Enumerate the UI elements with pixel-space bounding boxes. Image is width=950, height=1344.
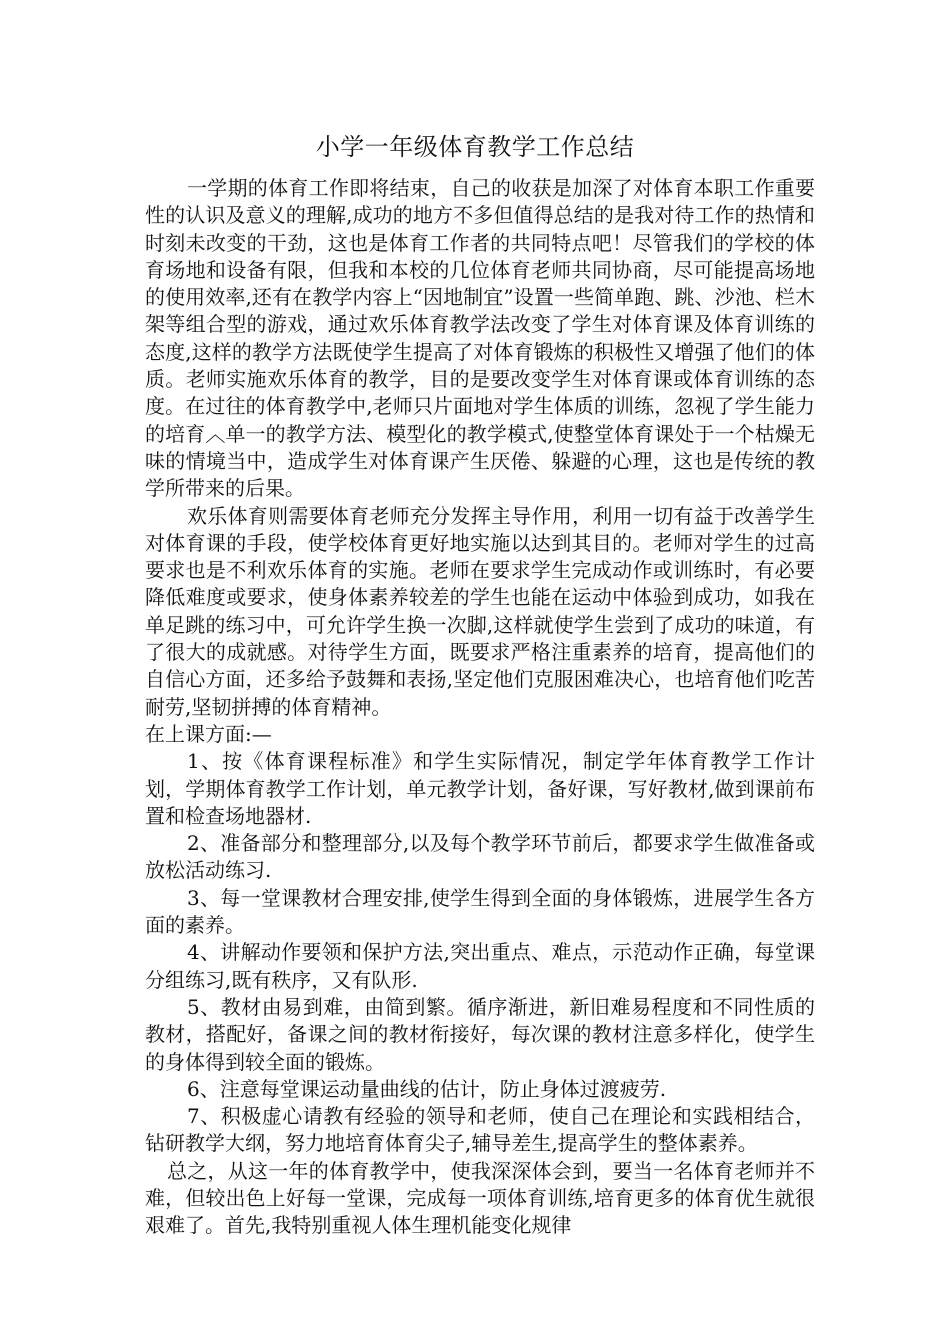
paragraph-summary: 总之，从这一年的体育教学中，使我深深体会到，要当一名体育老师并不难，但较出色上好每一堂课，完成每一项体育训练,培育更多的体育优生就很艰难了。首先,我特别重视人体生理机能变化规律 <box>145 1158 815 1238</box>
list-item-3: 3、每一堂课教材合理安排,使学生得到全面的身体锻炼，进展学生各方面的素养。 <box>145 885 815 938</box>
list-item-4: 4、讲解动作要领和保护方法,突出重点、难点，示范动作正确，每堂课分组练习,既有秩序，又有队形. <box>145 940 815 992</box>
paragraph-intro: 一学期的体育工作即将结束，自己的收获是加深了对体育本职工作重要性的认识及意义的理解,成功的地方不多但值得总结的是我对待工作的热情和时刻未改变的干劲，这也是体育工作者的共同特点吧！尽管我们的学校的体育场地和设备有限，但我和本校的几位体育老师共同协商，尽可能提高场地的使用效率,还有在教学内容上“因地制宜”设置一些简单跑、跳、沙池、栏木架等组合型的游戏，通过欢乐体育教学法改变了学生对体育课及体育训练的态度,这样的教学方法既使学生提高了对体育锻炼的积极性又增强了他们的体质。老师实施欢乐体育的教学，目的是要改变学生对体育课或体育训练的态度。在过往的体育教学中,老师只片面地对学生体质的训练，忽视了学生能力的培育︿单一的教学方法、模型化的教学模式,使整堂体育课处于一个枯燥无味的情境当中，造成学生对体育课产生厌倦、躲避的心理，这也是传统的教学所带来的后果。 <box>145 176 815 501</box>
paragraph-class-heading: 在上课方面:— <box>145 721 272 746</box>
document-title: 小学一年级体育教学工作总结 <box>315 133 635 161</box>
list-item-5: 5、教材由易到难，由简到繁。循序渐进，新旧难易程度和不同性质的教材，搭配好，备课之间的教材衔接好，每次课的教材注意多样化，使学生的身体得到较全面的锻炼。 <box>145 994 815 1074</box>
list-item-6: 6、注意每堂课运动量曲线的估计，防止身体过渡疲劳. <box>187 1076 667 1101</box>
paragraph-happy-pe: 欢乐体育则需要体育老师充分发挥主导作用，利用一切有益于改善学生对体育课的手段，使学校体育更好地实施以达到其目的。老师对学生的过高要求也是不利欢乐体育的实施。老师在要求学生完成动作或训练时，有必要降低难度或要求，使身体素养较差的学生也能在运动中体验到成功，如我在单足跳的练习中，可允许学生换一次脚,这样就使学生尝到了成功的味道，有了很大的成就感。对待学生方面，既要求严格注重素养的培育，提高他们的自信心方面，还多给予鼓舞和表扬,坚定他们克服困难决心，也培育他们吃苦耐劳,坚韧拼搏的体育精神。 <box>145 503 815 719</box>
list-item-7: 7、积极虚心请教有经验的领导和老师，使自己在理论和实践相结合，钻研教学大纲，努力地培育体育尖子,辅导差生,提高学生的整体素养。 <box>145 1104 815 1156</box>
document-body <box>145 175 815 1240</box>
list-item-1: 1、按《体育课程标准》和学生实际情况，制定学年体育教学工作计划，学期体育教学工作计划，单元教学计划，备好课，写好教材,做到课前布置和检查场地器材. <box>145 749 815 828</box>
list-item-2: 2、准备部分和整理部分,以及每个教学环节前后，都要求学生做准备或放松活动练习. <box>145 831 815 883</box>
